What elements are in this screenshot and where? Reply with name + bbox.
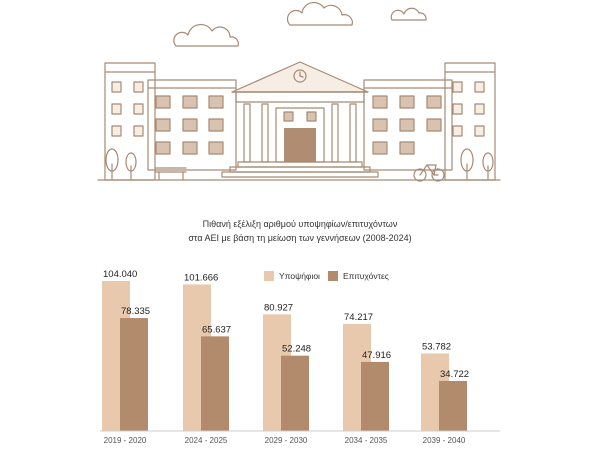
legend-label-successful: Επιτυχόντες: [343, 271, 389, 281]
bicycle-icon: [414, 165, 444, 181]
category-label: 2029 - 2030: [264, 436, 308, 445]
legend-swatch-successful: [328, 271, 338, 281]
tree-icon: [461, 149, 473, 180]
category-label: 2034 - 2035: [344, 436, 388, 445]
right-side-wing: [364, 80, 452, 170]
value-label-applicants: 80.927: [264, 302, 294, 314]
value-label-applicants: 101.666: [184, 272, 219, 284]
category-label: 2024 - 2025: [184, 436, 228, 445]
legend: [264, 271, 389, 281]
chart-title-line-2: στα ΑΕΙ με βάση τη μείωση των γεννήσεων (2008-2024): [188, 233, 412, 243]
chart: [100, 219, 500, 445]
value-label-applicants: 104.040: [103, 269, 138, 280]
legend-swatch-applicants: [264, 271, 274, 281]
value-label-successful: 65.637: [202, 324, 232, 336]
bar-successful: [201, 336, 229, 431]
value-label-successful: 52.248: [282, 343, 312, 355]
university-building-illustration: [98, 2, 500, 181]
left-side-wing: [148, 80, 236, 170]
tree-icon: [106, 149, 118, 180]
tree-icon: [483, 153, 493, 180]
category-label: 2039 - 2040: [422, 436, 466, 445]
value-label-successful: 34.722: [440, 368, 470, 380]
bar-successful: [281, 356, 309, 431]
value-label-successful: 47.916: [362, 349, 392, 361]
cloud-icon: [174, 25, 238, 46]
legend-label-applicants: Υποψήφιοι: [279, 271, 320, 281]
cloud-icon: [288, 2, 353, 25]
chart-title-line-1: Πιθανή εξέλιξη αριθμού υποψηφίων/επιτυχόντων: [202, 219, 398, 229]
entrance-door: [284, 128, 316, 162]
category-label: 2019 - 2020: [103, 436, 147, 445]
category-labels: [104, 436, 466, 445]
bar-successful: [439, 381, 467, 431]
bar-successful: [120, 318, 148, 431]
cloud-icon: [391, 8, 426, 20]
bar-successful: [361, 362, 389, 431]
value-label-successful: 78.335: [121, 306, 151, 318]
central-portico: [222, 62, 378, 177]
value-label-applicants: 53.782: [422, 341, 452, 353]
tree-icon: [126, 153, 136, 180]
value-label-applicants: 74.217: [344, 311, 374, 323]
